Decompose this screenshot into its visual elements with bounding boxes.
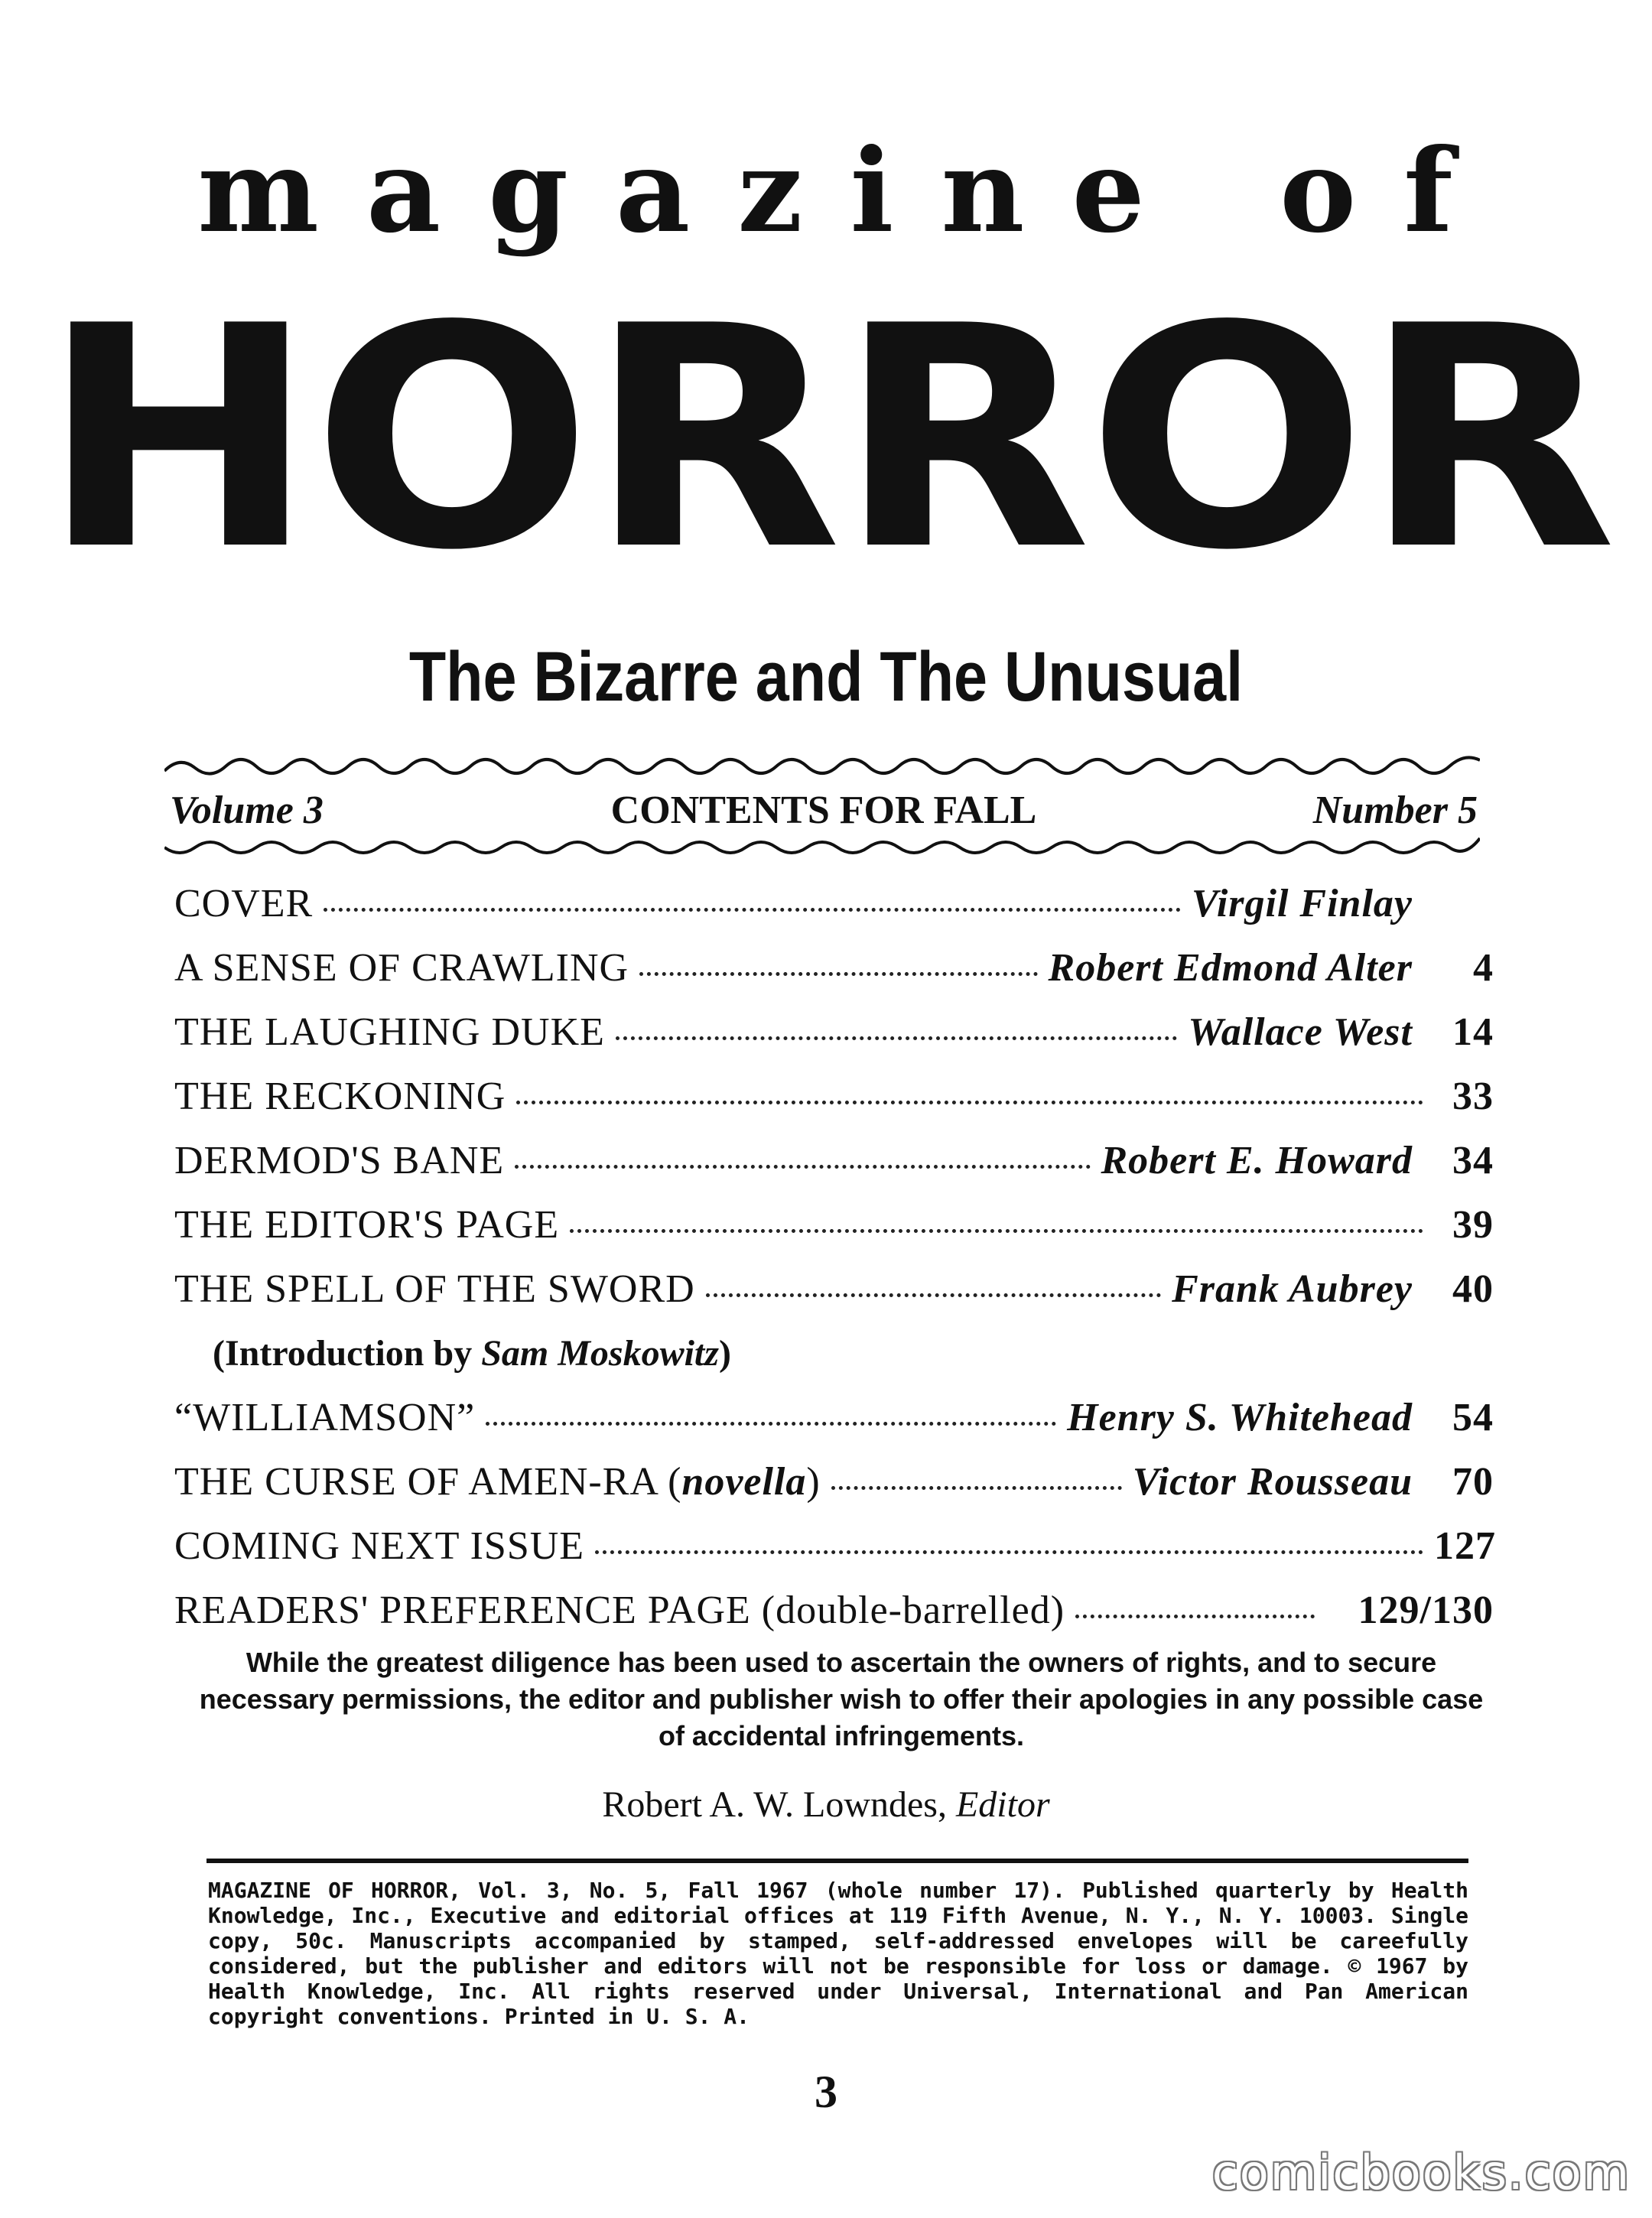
- toc-page: 14: [1452, 1010, 1494, 1054]
- masthead-top: magazine of: [197, 124, 1501, 259]
- rights-disclaimer: While the greatest diligence has been used to ascertain the owners of rights, and to secure necessary permissions, the editor and publisher wish to offer their apologies in any possible case of accidental infringements.: [199, 1647, 1484, 1751]
- toc-author: Henry S. Whitehead: [1067, 1396, 1413, 1439]
- issue-bar: [170, 784, 1478, 837]
- leader-dots: [595, 1550, 1423, 1554]
- masthead-title: HORROR: [40, 262, 1612, 617]
- toc-title: COMING NEXT ISSUE: [174, 1524, 585, 1568]
- toc-entry-editors-page: [174, 1193, 1494, 1257]
- leader-dots: [706, 1293, 1161, 1297]
- title-main: THE CURSE OF AMEN-RA (: [174, 1460, 682, 1504]
- site-watermark: comicbooks.com: [1211, 2145, 1631, 2200]
- toc-entry-sense-of-crawling: [174, 936, 1494, 1000]
- toc-page: 4: [1473, 946, 1494, 990]
- editor-name: Robert A. W. Lowndes,: [602, 1784, 947, 1825]
- toc-entry-readers-preference: [174, 1579, 1494, 1643]
- toc-entry-coming-next-issue: [174, 1514, 1494, 1579]
- intro-prefix: (Introduction by: [213, 1333, 473, 1374]
- page-number: 3: [815, 2067, 837, 2117]
- wavy-rule-bottom: [164, 834, 1480, 864]
- toc-entry-laughing-duke: [174, 1000, 1494, 1065]
- toc-page: 70: [1452, 1460, 1494, 1504]
- title-close: ): [806, 1460, 821, 1504]
- toc-page: 34: [1452, 1139, 1494, 1182]
- toc-author: Wallace West: [1188, 1010, 1413, 1054]
- toc-title: DERMOD'S BANE: [174, 1139, 505, 1182]
- toc-page: 40: [1452, 1267, 1494, 1311]
- toc-page: 33: [1452, 1075, 1494, 1118]
- leader-dots: [831, 1486, 1122, 1490]
- toc-title: THE LAUGHING DUKE: [174, 1010, 605, 1054]
- title-genre: novella: [681, 1460, 807, 1504]
- toc-introduction-note: [174, 1322, 1494, 1386]
- imprint-rule: [206, 1859, 1468, 1863]
- toc-entry-dermods-bane: [174, 1129, 1494, 1193]
- toc-title: THE EDITOR'S PAGE: [174, 1203, 560, 1247]
- toc-page: 54: [1452, 1396, 1494, 1439]
- toc-page: 129/130: [1358, 1589, 1494, 1632]
- toc-entry-curse-of-amen-ra: [174, 1450, 1494, 1514]
- intro-name: Sam Moskowitz: [481, 1333, 719, 1374]
- toc-author: Robert Edmond Alter: [1048, 946, 1413, 990]
- leader-dots: [516, 1101, 1423, 1104]
- toc-author: Robert E. Howard: [1101, 1139, 1413, 1182]
- toc-title: COVER: [174, 882, 314, 925]
- toc-title: “WILLIAMSON”: [174, 1396, 476, 1439]
- table-of-contents: [174, 872, 1494, 1643]
- number-label: Number 5: [1312, 789, 1478, 832]
- leader-dots: [616, 1036, 1177, 1040]
- masthead-tagline: The Bizarre and The Unusual: [408, 638, 1244, 716]
- volume-label: Volume 3: [170, 789, 324, 832]
- toc-title: THE SPELL OF THE SWORD: [174, 1267, 695, 1311]
- toc-page: 127: [1434, 1524, 1496, 1568]
- toc-author: Virgil Finlay: [1192, 882, 1413, 925]
- toc-entry-spell-of-the-sword: [174, 1257, 1494, 1322]
- toc-entry-williamson: [174, 1386, 1494, 1450]
- toc-entry-cover: [174, 872, 1494, 936]
- toc-author: Frank Aubrey: [1172, 1267, 1413, 1311]
- toc-title: READERS' PREFERENCE PAGE (double-barrelled): [174, 1589, 1065, 1632]
- toc-entry-reckoning: [174, 1065, 1494, 1129]
- leader-dots: [324, 908, 1181, 912]
- contents-heading: CONTENTS FOR FALL: [610, 789, 1037, 832]
- editor-credit: [0, 1782, 1652, 1828]
- editor-role: Editor: [955, 1784, 1050, 1825]
- leader-dots: [515, 1165, 1090, 1169]
- toc-title: A SENSE OF CRAWLING: [174, 946, 629, 990]
- leader-dots: [639, 972, 1037, 976]
- toc-page: 39: [1452, 1203, 1494, 1247]
- wavy-rule-top: [164, 750, 1480, 780]
- publication-imprint: MAGAZINE OF HORROR, Vol. 3, No. 5, Fall 1967 (whole number 17). Published quarterly by Health Knowledge, Inc., Executive and editorial offices at 119 Fifth Avenue, N. Y., N. Y. 10003. Single copy, 50c. Manuscripts accompanied by stamped, self-addressed envelopes will be careefully considered, but the publisher and editors will not be responsible for loss or damage. © 1967 by Health Knowledge, Inc. All rights reserved under Universal, International and Pan American copyright conventions. Printed in U. S. A.: [208, 1878, 1468, 2029]
- leader-dots: [486, 1422, 1056, 1426]
- leader-dots: [570, 1229, 1423, 1233]
- toc-author: Victor Rousseau: [1132, 1460, 1413, 1504]
- toc-title: THE RECKONING: [174, 1075, 506, 1118]
- toc-title: [174, 1450, 821, 1514]
- intro-suffix: ): [718, 1333, 731, 1374]
- leader-dots: [1075, 1615, 1315, 1618]
